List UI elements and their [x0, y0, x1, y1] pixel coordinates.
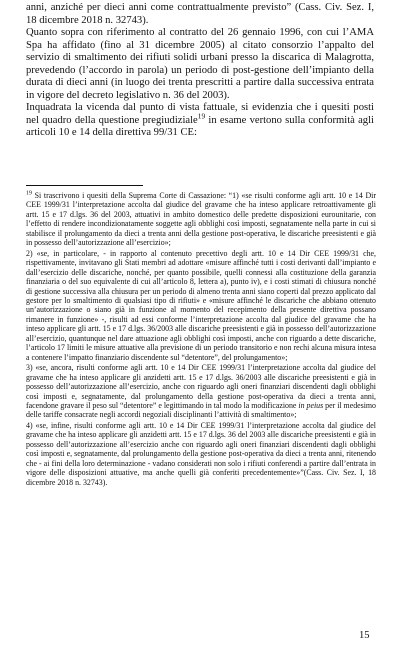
footnote-question-3-text: 3) «se, ancora, risulti conforme agli artt. 10 e 14 Dir CEE 1999/31 l’interpretazione accolta dal giudice del gravame che ha inteso applicare gli anzidetti artt. 15 e 17 d.lgs. 36/2003 alle discariche preesistenti e già in possesso dell’autorizzazione all’esercizio, anche con riguardo agli oneri finanziari discendenti dagli obblighi così imposti e, segnatamente, dal prolungamento della gestione post-operativa da dieci a trenta anni, facendone gravare il peso sul “detentore” e legittimando in tal modo la modificazione [26, 363, 376, 410]
footnote-question-3-italic: in peius [298, 400, 324, 410]
paragraph-questions-text: Inquadrata la vicenda dal punto di vista fattuale, si evidenzia che i quesiti posti nel quadro della questione pregiudiziale [26, 102, 374, 126]
footnote-separator [26, 185, 143, 186]
paragraph-questions-text-end: in esame vertono sulla conformità agli articoli 10 e 14 della direttiva 99/31 CE: [26, 114, 374, 139]
footnote-block [26, 191, 376, 487]
footnote-question-2: 2) «se, in particolare, - in rapporto al contenuto precettivo degli artt. 10 e 14 Dir CEE 1999/31 che, rispettivamente, invitavano gli Stati membri ad adottare «misure affinché tutti i costi derivanti dall’impianto e dall’esercizio delle discariche, nonché, per quanto possibile, quelli connessi alla costituzione della garanzia finanziaria o del suo equivalente di cui all’articolo 8, lettera a), punto iv), e i costi stimati di chiusura nonché di gestione successiva alla chiusura per un periodo di almeno trenta anni siano coperti dal prezzo applicato dal gestore per lo smaltimento di qualsiasi tipo di rifiuti» e «misure affinché le discariche che abbiano ottenuto un’autorizzazione o siano già in funzione al momento del recepimento della presente direttiva possano rimanere in funzione» -, risulti ad essi conforme l’interpretazione accolta dal giudice del gravame che ha inteso applicare gli artt. 15 e 17 d.lgs. 36/2003 alle discariche preesistenti e già in possesso dell’autorizzazione all’esercizio, quantunque nel dare attuazione agli obblighi così imposti, anche con riguardo a dette discariche, l’articolo 17 limiti le misure attuative alla previsione di un periodo transitorio e non rechi alcuna misura intesa a contenere l’impatto finanziario discendente sul “detentore”, del prolungamento»; [26, 248, 376, 362]
footnote-intro [26, 191, 376, 248]
footnote-question-3-text-end: per il medesimo delle tariffe consacrate negli accordi negoziali disciplinanti l’attività di smaltimento»; [26, 400, 376, 420]
footnote-reference[interactable]: 19 [197, 111, 206, 121]
footnote-question-4: 4) «se, infine, risulti conforme agli artt. 10 e 14 Dir CEE 1999/31 l’interpretazione accolta dal giudice del gravame che ha inteso applicare gli anzidetti artt. 15 e 17 d.lgs. 36 del 2003 alle discariche preesistenti e già in possesso dell’autorizzazione all’esercizio anche con riguardo agli oneri finanziari discendenti dagli obblighi così imposti e, segnatamente, dal prolungamento della gestione post-operativa da dieci a trenta anni, ritenendo che - ai fini della loro determinazione - vadano considerati non solo i rifiuti conferendi a partire dall’entrata in vigore delle disposizioni attuative, ma anche quelli già conferiti precedentemente»”(Cass. Civ. Sez. I, 18 dicembre 2018 n. 32743). [26, 420, 376, 487]
footnote-question-3 [26, 363, 376, 420]
page-number: 15 [359, 630, 370, 641]
paragraph-contract: Quanto sopra con riferimento al contratto del 26 gennaio 1996, con cui l’AMA Spa ha affidato (fino al 31 dicembre 2005) al citato consorzio l’appalto del servizio di smaltimento dei rifiuti solidi urbani presso la discarica di Malagrotta, prevedendo (l’accordo in parola) un periodo di post-gestione dell’impianto della durata di dieci anni (in luogo dei trenta prescritti a partire dalla successiva entrata in vigore del decreto legislativo n. 36 del 2003). [26, 27, 374, 101]
footnote-intro-text: Si trascrivono i quesiti della Suprema Corte di Cassazione: “1) «se risulti conforme agli artt. 10 e 14 Dir CEE 1999/31 l’interpretazione accolta dal giudice del gravame che ha inteso applicare retroattivamente gli artt. 15 e 17 d.lgs. 36 del 2003, attuativi in ambito domestico delle predette disposizioni eurounitarie, con l’effetto di rendere incondizionatamente soggette agli obblighi così imposti, segnatamente nella parte in cui si stabilisce il prolungamento da dieci a trenta anni della gestione post-operativa, le discariche preesistenti e già in possesso dell’autorizzazione all’esercizio»; [26, 191, 376, 248]
paragraph-questions [26, 102, 374, 140]
main-text [26, 2, 374, 140]
quote-continuation: anni, anziché per dieci anni come contrattualmente previsto” (Cass. Civ. Sez. I, 18 dicembre 2018 n. 32743). [26, 2, 374, 26]
footnote-mark: 19 [26, 190, 32, 197]
